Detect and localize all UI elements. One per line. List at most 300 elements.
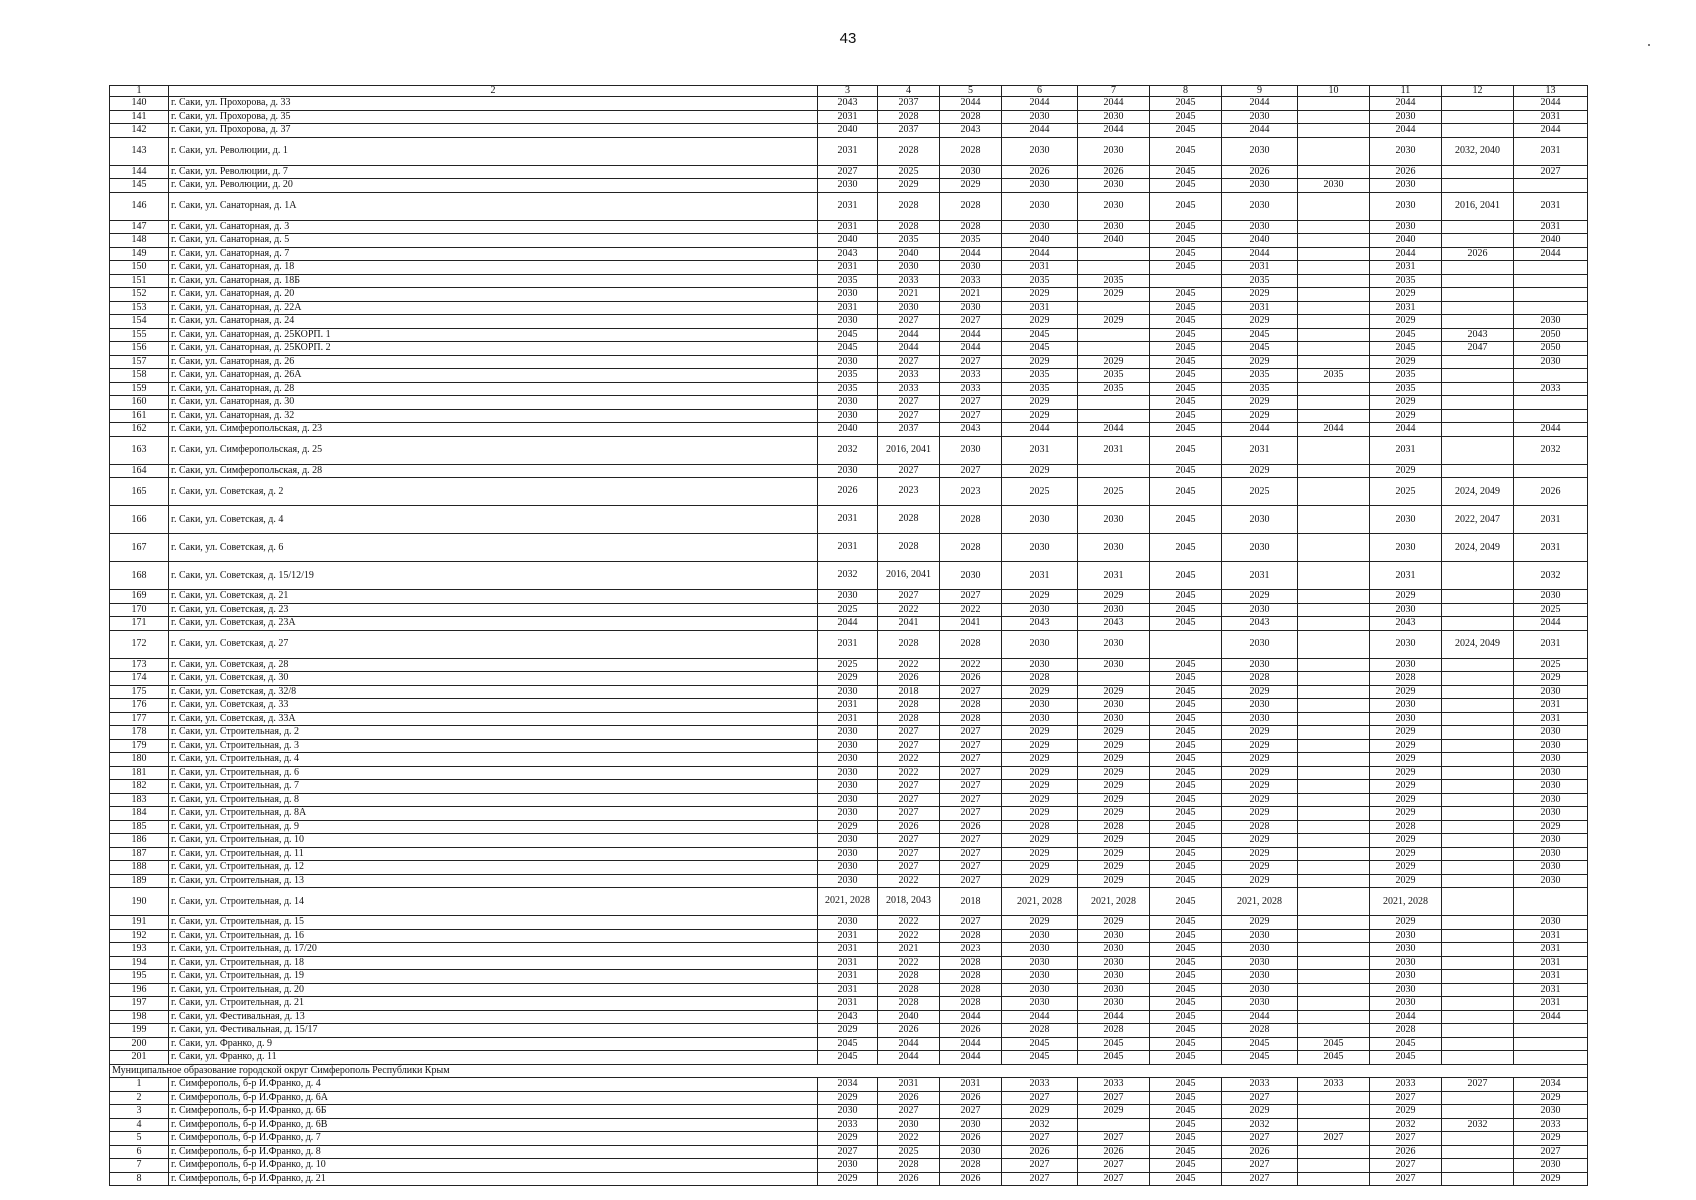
value-cell: 2035 — [1078, 274, 1150, 288]
value-cell: 2045 — [1370, 342, 1442, 356]
header-cell: 6 — [1002, 86, 1078, 97]
value-cell: 2045 — [1150, 997, 1222, 1011]
value-cell: 2037 — [878, 124, 940, 138]
value-cell: 2029 — [1370, 685, 1442, 699]
value-cell: 2029 — [1370, 739, 1442, 753]
value-cell: 2027 — [878, 861, 940, 875]
value-cell: 2029 — [1002, 793, 1078, 807]
value-cell: 2030 — [1222, 997, 1298, 1011]
value-cell — [1514, 274, 1588, 288]
address-cell: г. Саки, ул. Советская, д. 32/8 — [169, 685, 818, 699]
value-cell: 2045 — [1150, 699, 1222, 713]
value-cell — [1442, 355, 1514, 369]
value-cell: 2030 — [1002, 970, 1078, 984]
address-cell: г. Саки, ул. Прохорова, д. 37 — [169, 124, 818, 138]
address-cell: г. Саки, ул. Санаторная, д. 20 — [169, 288, 818, 302]
value-cell: 2028 — [1002, 1024, 1078, 1038]
value-cell: 2045 — [1150, 328, 1222, 342]
row-number: 166 — [110, 506, 169, 534]
value-cell: 2030 — [1002, 506, 1078, 534]
address-cell: г. Саки, ул. Франко, д. 11 — [169, 1051, 818, 1065]
value-cell: 2045 — [1078, 1051, 1150, 1065]
value-cell: 2031 — [818, 506, 878, 534]
value-cell — [1298, 888, 1370, 916]
value-cell: 2026 — [1078, 165, 1150, 179]
value-cell: 2028 — [940, 137, 1002, 165]
value-cell — [1298, 110, 1370, 124]
value-cell: 2030 — [1514, 793, 1588, 807]
value-cell: 2030 — [1370, 192, 1442, 220]
value-cell: 2029 — [1514, 1091, 1588, 1105]
value-cell: 2035 — [1002, 382, 1078, 396]
value-cell — [1442, 590, 1514, 604]
value-cell: 2043 — [818, 247, 878, 261]
address-cell: г. Саки, ул. Санаторная, д. 3 — [169, 220, 818, 234]
value-cell — [1298, 234, 1370, 248]
address-cell: г. Саки, ул. Симферопольская, д. 25 — [169, 436, 818, 464]
value-cell: 2033 — [1298, 1078, 1370, 1092]
value-cell: 2045 — [1150, 288, 1222, 302]
value-cell: 2030 — [818, 179, 878, 193]
value-cell — [1298, 739, 1370, 753]
value-cell: 2025 — [818, 658, 878, 672]
value-cell: 2045 — [818, 1037, 878, 1051]
address-cell: г. Саки, ул. Строительная, д. 3 — [169, 739, 818, 753]
value-cell: 2031 — [1514, 970, 1588, 984]
value-cell: 2044 — [940, 247, 1002, 261]
value-cell: 2044 — [940, 1010, 1002, 1024]
value-cell: 2028 — [878, 534, 940, 562]
value-cell: 2040 — [818, 234, 878, 248]
value-cell: 2031 — [818, 983, 878, 997]
row-number: 5 — [110, 1132, 169, 1146]
value-cell: 2045 — [1150, 793, 1222, 807]
value-cell: 2045 — [1150, 436, 1222, 464]
value-cell: 2031 — [818, 220, 878, 234]
value-cell: 2030 — [1078, 929, 1150, 943]
value-cell: 2022 — [940, 603, 1002, 617]
value-cell: 2027 — [940, 1105, 1002, 1119]
scan-speck — [1648, 44, 1650, 46]
value-cell: 2045 — [1150, 179, 1222, 193]
value-cell: 2030 — [818, 1159, 878, 1173]
value-cell: 2030 — [1222, 658, 1298, 672]
value-cell: 2045 — [1150, 247, 1222, 261]
row-number: 163 — [110, 436, 169, 464]
value-cell: 2022 — [940, 658, 1002, 672]
value-cell: 2029 — [1002, 288, 1078, 302]
value-cell: 2045 — [1150, 820, 1222, 834]
address-cell: г. Саки, ул. Санаторная, д. 26 — [169, 355, 818, 369]
value-cell: 2045 — [1150, 97, 1222, 111]
value-cell: 2027 — [878, 396, 940, 410]
table-row — [110, 382, 1588, 396]
value-cell: 2028 — [878, 970, 940, 984]
value-cell: 2030 — [940, 301, 1002, 315]
value-cell: 2029 — [818, 820, 878, 834]
value-cell: 2030 — [1002, 630, 1078, 658]
address-cell: г. Саки, ул. Строительная, д. 8А — [169, 807, 818, 821]
value-cell: 2030 — [818, 396, 878, 410]
row-number: 150 — [110, 261, 169, 275]
header-cell: 5 — [940, 86, 1002, 97]
value-cell: 2029 — [818, 1024, 878, 1038]
value-cell: 2045 — [1150, 382, 1222, 396]
row-number: 7 — [110, 1159, 169, 1173]
value-cell — [1298, 916, 1370, 930]
value-cell: 2025 — [818, 603, 878, 617]
value-cell: 2045 — [1150, 888, 1222, 916]
value-cell: 2029 — [1078, 847, 1150, 861]
value-cell: 2044 — [1078, 423, 1150, 437]
value-cell: 2043 — [1442, 328, 1514, 342]
value-cell — [1442, 874, 1514, 888]
value-cell: 2044 — [1514, 617, 1588, 631]
value-cell: 2029 — [1078, 590, 1150, 604]
value-cell — [1442, 1172, 1514, 1186]
value-cell: 2028 — [878, 997, 940, 1011]
value-cell — [1298, 793, 1370, 807]
value-cell — [1298, 220, 1370, 234]
value-cell: 2045 — [1150, 110, 1222, 124]
value-cell: 2027 — [878, 807, 940, 821]
value-cell: 2045 — [1150, 672, 1222, 686]
value-cell — [1514, 261, 1588, 275]
value-cell: 2030 — [1002, 192, 1078, 220]
table-row — [110, 712, 1588, 726]
value-cell: 2029 — [1002, 590, 1078, 604]
value-cell: 2045 — [1150, 603, 1222, 617]
value-cell: 2030 — [1514, 355, 1588, 369]
header-cell: 3 — [818, 86, 878, 97]
value-cell: 2044 — [1370, 1010, 1442, 1024]
value-cell — [1078, 409, 1150, 423]
value-cell: 2030 — [818, 739, 878, 753]
value-cell: 2027 — [940, 793, 1002, 807]
address-cell: г. Саки, ул. Советская, д. 6 — [169, 534, 818, 562]
row-number: 6 — [110, 1145, 169, 1159]
value-cell: 2030 — [940, 1145, 1002, 1159]
value-cell: 2045 — [1150, 137, 1222, 165]
value-cell: 2045 — [1150, 1010, 1222, 1024]
table-row — [110, 874, 1588, 888]
value-cell: 2033 — [940, 369, 1002, 383]
value-cell: 2026 — [878, 672, 940, 686]
value-cell: 2030 — [1078, 997, 1150, 1011]
value-cell: 2031 — [818, 929, 878, 943]
value-cell: 2028 — [940, 997, 1002, 1011]
value-cell — [1442, 382, 1514, 396]
value-cell: 2035 — [1078, 382, 1150, 396]
value-cell: 2029 — [1370, 793, 1442, 807]
row-number: 161 — [110, 409, 169, 423]
value-cell: 2030 — [1078, 699, 1150, 713]
table-row — [110, 192, 1588, 220]
value-cell: 2029 — [1002, 807, 1078, 821]
value-cell: 2028 — [940, 110, 1002, 124]
value-cell: 2034 — [818, 1078, 878, 1092]
value-cell: 2029 — [1222, 355, 1298, 369]
value-cell: 2044 — [1298, 423, 1370, 437]
value-cell — [1078, 247, 1150, 261]
value-cell: 2030 — [1002, 699, 1078, 713]
value-cell — [1442, 699, 1514, 713]
table-row — [110, 847, 1588, 861]
address-cell: г. Симферополь, б-р И.Франко, д. 6Б — [169, 1105, 818, 1119]
value-cell: 2033 — [940, 274, 1002, 288]
value-cell: 2030 — [1002, 220, 1078, 234]
value-cell: 2030 — [818, 847, 878, 861]
value-cell: 2030 — [1222, 983, 1298, 997]
value-cell: 2028 — [940, 192, 1002, 220]
value-cell — [1298, 396, 1370, 410]
value-cell: 2030 — [1514, 1159, 1588, 1173]
row-number: 171 — [110, 617, 169, 631]
value-cell: 2045 — [1150, 766, 1222, 780]
value-cell — [1442, 110, 1514, 124]
value-cell — [1298, 834, 1370, 848]
row-number: 159 — [110, 382, 169, 396]
value-cell: 2027 — [878, 726, 940, 740]
value-cell: 2030 — [818, 409, 878, 423]
table-row — [110, 301, 1588, 315]
value-cell: 2029 — [1078, 685, 1150, 699]
value-cell: 2030 — [1514, 916, 1588, 930]
value-cell: 2022 — [878, 874, 940, 888]
value-cell: 2031 — [1222, 436, 1298, 464]
value-cell: 2027 — [1370, 1172, 1442, 1186]
value-cell: 2027 — [940, 726, 1002, 740]
value-cell: 2045 — [1002, 1037, 1078, 1051]
row-number: 143 — [110, 137, 169, 165]
value-cell: 2043 — [1370, 617, 1442, 631]
value-cell: 2040 — [1002, 234, 1078, 248]
address-cell: г. Саки, ул. Советская, д. 33 — [169, 699, 818, 713]
value-cell — [1442, 780, 1514, 794]
value-cell: 2026 — [1222, 1145, 1298, 1159]
address-cell: г. Саки, ул. Советская, д. 23А — [169, 617, 818, 631]
value-cell — [1514, 396, 1588, 410]
value-cell: 2027 — [818, 165, 878, 179]
value-cell: 2030 — [818, 315, 878, 329]
value-cell — [1298, 847, 1370, 861]
value-cell: 2026 — [1370, 165, 1442, 179]
value-cell — [1442, 929, 1514, 943]
table-row — [110, 328, 1588, 342]
value-cell — [1442, 753, 1514, 767]
value-cell: 2029 — [1222, 464, 1298, 478]
value-cell: 2031 — [1002, 261, 1078, 275]
value-cell: 2045 — [1150, 1078, 1222, 1092]
address-cell: г. Саки, ул. Строительная, д. 14 — [169, 888, 818, 916]
value-cell: 2031 — [1514, 506, 1588, 534]
value-cell — [1442, 916, 1514, 930]
value-cell: 2029 — [1370, 464, 1442, 478]
value-cell — [1514, 369, 1588, 383]
value-cell — [1298, 603, 1370, 617]
value-cell: 2030 — [818, 793, 878, 807]
value-cell: 2026 — [940, 1132, 1002, 1146]
value-cell — [1442, 1132, 1514, 1146]
value-cell: 2029 — [1370, 288, 1442, 302]
address-cell: г. Симферополь, б-р И.Франко, д. 6В — [169, 1118, 818, 1132]
value-cell — [1298, 534, 1370, 562]
value-cell: 2045 — [1150, 1037, 1222, 1051]
address-cell: г. Саки, ул. Санаторная, д. 18Б — [169, 274, 818, 288]
value-cell: 2029 — [1222, 847, 1298, 861]
value-cell: 2045 — [1298, 1051, 1370, 1065]
value-cell: 2030 — [1370, 137, 1442, 165]
value-cell — [1078, 464, 1150, 478]
header-cell: 4 — [878, 86, 940, 97]
value-cell: 2030 — [1370, 929, 1442, 943]
value-cell: 2030 — [1222, 220, 1298, 234]
row-number: 190 — [110, 888, 169, 916]
value-cell — [1442, 766, 1514, 780]
value-cell: 2045 — [1150, 301, 1222, 315]
value-cell: 2028 — [1370, 672, 1442, 686]
value-cell: 2032 — [1514, 436, 1588, 464]
value-cell: 2043 — [818, 97, 878, 111]
address-cell: г. Саки, ул. Советская, д. 33А — [169, 712, 818, 726]
value-cell: 2030 — [1514, 590, 1588, 604]
value-cell: 2027 — [940, 590, 1002, 604]
table-row — [110, 97, 1588, 111]
page-number: 43 — [839, 30, 857, 47]
value-cell: 2029 — [1370, 861, 1442, 875]
value-cell — [1442, 124, 1514, 138]
value-cell: 2026 — [1078, 1145, 1150, 1159]
value-cell: 2031 — [818, 712, 878, 726]
value-cell: 2045 — [1150, 1091, 1222, 1105]
value-cell: 2028 — [1222, 820, 1298, 834]
value-cell: 2029 — [1514, 1172, 1588, 1186]
value-cell: 2030 — [1514, 834, 1588, 848]
value-cell: 2045 — [1150, 1024, 1222, 1038]
value-cell: 2031 — [818, 192, 878, 220]
value-cell: 2027 — [878, 355, 940, 369]
value-cell — [1298, 617, 1370, 631]
table-row — [110, 793, 1588, 807]
value-cell: 2045 — [1150, 1132, 1222, 1146]
value-cell: 2029 — [1222, 409, 1298, 423]
row-number: 192 — [110, 929, 169, 943]
value-cell: 2028 — [878, 630, 940, 658]
value-cell: 2030 — [878, 301, 940, 315]
value-cell: 2027 — [940, 753, 1002, 767]
row-number: 169 — [110, 590, 169, 604]
value-cell: 2027 — [940, 396, 1002, 410]
address-cell: г. Саки, ул. Санаторная, д. 32 — [169, 409, 818, 423]
value-cell — [1514, 301, 1588, 315]
value-cell: 2030 — [1078, 658, 1150, 672]
table-row — [110, 274, 1588, 288]
value-cell — [1442, 1010, 1514, 1024]
value-cell: 2030 — [1370, 179, 1442, 193]
value-cell: 2031 — [1222, 562, 1298, 590]
value-cell — [1442, 672, 1514, 686]
row-number: 183 — [110, 793, 169, 807]
value-cell: 2027 — [1078, 1172, 1150, 1186]
value-cell: 2028 — [940, 1159, 1002, 1173]
value-cell: 2030 — [878, 261, 940, 275]
value-cell: 2030 — [1002, 929, 1078, 943]
value-cell: 2045 — [1150, 712, 1222, 726]
value-cell — [1298, 409, 1370, 423]
value-cell — [1298, 766, 1370, 780]
value-cell: 2047 — [1442, 342, 1514, 356]
value-cell — [1298, 997, 1370, 1011]
value-cell: 2029 — [940, 179, 1002, 193]
value-cell: 2044 — [1002, 423, 1078, 437]
row-number: 4 — [110, 1118, 169, 1132]
value-cell: 2031 — [1514, 630, 1588, 658]
value-cell: 2032, 2040 — [1442, 137, 1514, 165]
value-cell: 2029 — [1002, 861, 1078, 875]
row-number: 182 — [110, 780, 169, 794]
value-cell: 2031 — [1002, 301, 1078, 315]
value-cell: 2030 — [1078, 534, 1150, 562]
header-cell: 8 — [1150, 86, 1222, 97]
row-number: 177 — [110, 712, 169, 726]
value-cell: 2030 — [1370, 970, 1442, 984]
value-cell: 2027 — [1298, 1132, 1370, 1146]
value-cell: 2028 — [940, 970, 1002, 984]
value-cell — [1298, 1172, 1370, 1186]
value-cell: 2045 — [1370, 1037, 1442, 1051]
value-cell: 2030 — [1370, 658, 1442, 672]
value-cell: 2030 — [1370, 220, 1442, 234]
address-cell: г. Саки, ул. Советская, д. 28 — [169, 658, 818, 672]
value-cell: 2030 — [1222, 712, 1298, 726]
row-number: 149 — [110, 247, 169, 261]
value-cell: 2026 — [1442, 247, 1514, 261]
value-cell — [1298, 478, 1370, 506]
header-cell: 7 — [1078, 86, 1150, 97]
value-cell — [1298, 820, 1370, 834]
value-cell: 2045 — [1150, 562, 1222, 590]
value-cell: 2023 — [878, 478, 940, 506]
value-cell: 2028 — [878, 983, 940, 997]
value-cell: 2028 — [878, 1159, 940, 1173]
value-cell — [1078, 342, 1150, 356]
value-cell: 2029 — [1222, 739, 1298, 753]
value-cell: 2018 — [878, 685, 940, 699]
value-cell: 2029 — [1002, 1105, 1078, 1119]
value-cell: 2045 — [1150, 1118, 1222, 1132]
value-cell: 2030 — [818, 726, 878, 740]
value-cell — [1298, 726, 1370, 740]
value-cell: 2030 — [1222, 956, 1298, 970]
value-cell: 2029 — [1002, 916, 1078, 930]
value-cell: 2029 — [1370, 1105, 1442, 1119]
value-cell: 2029 — [1222, 1105, 1298, 1119]
value-cell: 2029 — [1222, 590, 1298, 604]
value-cell — [1442, 658, 1514, 672]
value-cell: 2027 — [1222, 1172, 1298, 1186]
value-cell: 2030 — [1222, 179, 1298, 193]
value-cell: 2027 — [940, 780, 1002, 794]
value-cell — [1442, 1145, 1514, 1159]
value-cell: 2029 — [1370, 753, 1442, 767]
value-cell: 2045 — [1150, 534, 1222, 562]
value-cell: 2021, 2028 — [1002, 888, 1078, 916]
value-cell: 2045 — [1150, 970, 1222, 984]
value-cell: 2026 — [878, 1091, 940, 1105]
value-cell: 2032 — [818, 436, 878, 464]
value-cell: 2045 — [1150, 983, 1222, 997]
value-cell: 2029 — [1002, 834, 1078, 848]
